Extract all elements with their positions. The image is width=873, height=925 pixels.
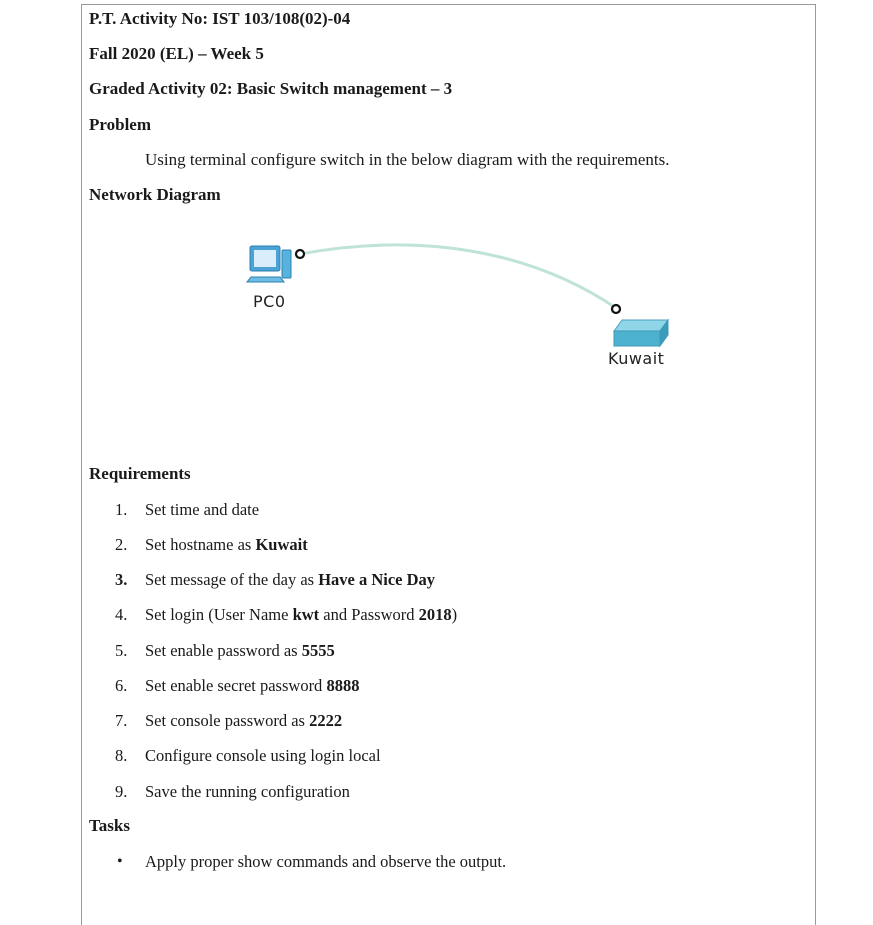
item-text: Save the running configuration xyxy=(145,782,350,801)
tasks-heading: Tasks xyxy=(89,816,130,835)
term-week: Fall 2020 (EL) – Week 5 xyxy=(89,44,264,63)
item-number: 7. xyxy=(115,711,128,730)
item-number: 3. xyxy=(115,570,128,589)
problem-text: Using terminal configure switch in the below diagram with the requirements. xyxy=(145,150,670,169)
activity-title: Graded Activity 02: Basic Switch management – 3 xyxy=(89,79,453,98)
item-text: Set message of the day as Have a Nice Day xyxy=(145,570,436,589)
item-text: Set login (User Name kwt and Password 2018) xyxy=(145,605,458,624)
item-text: Configure console using login local xyxy=(145,746,381,765)
bullet-icon: • xyxy=(117,853,123,870)
link-endpoint-switch xyxy=(612,305,620,313)
task-item: Apply proper show commands and observe the output. xyxy=(145,852,507,871)
link-endpoint-pc xyxy=(296,250,304,258)
item-number: 6. xyxy=(115,676,128,695)
item-text: Set hostname as Kuwait xyxy=(145,535,308,554)
problem-heading: Problem xyxy=(89,115,152,134)
item-number: 5. xyxy=(115,641,128,660)
item-text: Set enable password as 5555 xyxy=(145,641,335,660)
item-number: 9. xyxy=(115,782,128,801)
pc-label: PC0 xyxy=(253,292,286,311)
item-text: Set time and date xyxy=(145,500,260,519)
diagram-heading: Network Diagram xyxy=(89,185,221,204)
item-number: 8. xyxy=(115,746,128,765)
item-number: 2. xyxy=(115,535,128,554)
item-number: 4. xyxy=(115,605,128,624)
activity-number: P.T. Activity No: IST 103/108(02)-04 xyxy=(89,9,351,28)
item-number: 1. xyxy=(115,500,128,519)
switch-label: Kuwait xyxy=(608,349,665,368)
switch-icon[interactable] xyxy=(614,320,668,346)
item-text: Set enable secret password 8888 xyxy=(145,676,360,695)
requirements-heading: Requirements xyxy=(89,464,191,483)
item-text: Set console password as 2222 xyxy=(145,711,343,730)
pc-icon[interactable] xyxy=(247,246,291,282)
